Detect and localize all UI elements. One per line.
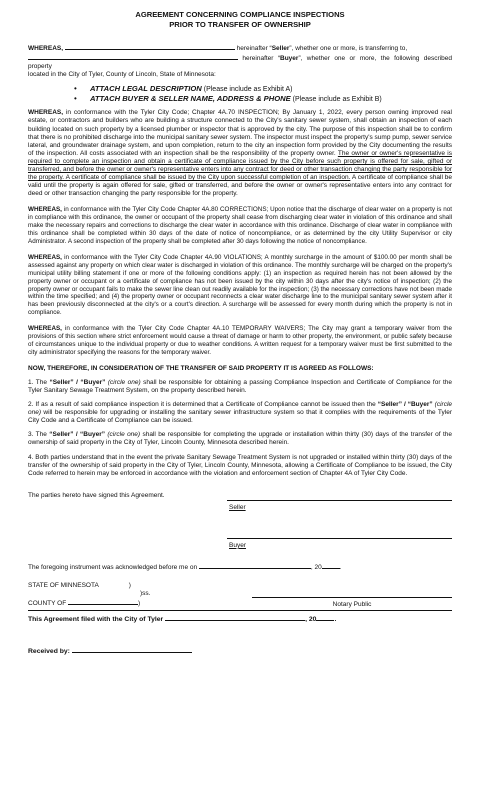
filed-year-blank[interactable] bbox=[316, 614, 334, 621]
document-title-line-2: PRIOR TO TRANSFER OF OWNERSHIP bbox=[169, 19, 311, 29]
whereas-label: WHEREAS, bbox=[28, 45, 64, 52]
buyer-name-blank[interactable] bbox=[28, 53, 238, 60]
agreement-item-2: 2. If as a result of said compliance inspection it is determined that a Certificate of Compliance cannot be issued then the “Seller” / “Buyer” (circle one) will be responsible for upgrading or installing the sanitary sewer infrastructure system so that it complies with the requirements of the Tyler City Code and a Certificate of Compliance can be issued. bbox=[28, 401, 453, 425]
document-title-line-1: AGREEMENT CONCERNING COMPLIANCE INSPECTIONS bbox=[135, 10, 345, 19]
received-by-blank[interactable] bbox=[72, 646, 192, 653]
exhibit-list bbox=[28, 84, 452, 104]
received-by-line: Received by: bbox=[28, 646, 452, 657]
agreement-item-4: 4. Both parties understand that in the event the private Sanitary Sewage Treatment System is not upgraded or installed within thirty (30) days of the transfer of the ownership of said property in the City of Tyler, Lincoln County, Minnesota, allowing a Certificate of Compliance to be issued, the City Code referred to herein may be enforced in accordance with the violation and enforcement section of Chapter 4A of Tyler City Code. bbox=[28, 453, 452, 477]
county-blank[interactable] bbox=[68, 598, 138, 605]
buyer-signature-label: Buyer bbox=[229, 541, 246, 549]
acknowledgment-date-blank[interactable] bbox=[199, 562, 311, 569]
seller-option[interactable]: “Seller” bbox=[377, 401, 402, 409]
venue-section bbox=[28, 582, 452, 608]
seller-signature-line[interactable] bbox=[227, 488, 452, 501]
acknowledgment-year-blank[interactable] bbox=[322, 562, 340, 569]
notary-signature-line[interactable] bbox=[252, 596, 452, 598]
agreement-item-1: 1. The “Seller” / “Buyer” (circle one) shall be responsible for obtaining a passing Compliance Inspection and Certificate of Compliance for the Tyler Sanitary Sewage Treatment System, on the property described herein. bbox=[28, 378, 452, 394]
county-of-label: COUNTY OF bbox=[28, 600, 67, 608]
parties-signed-statement: The parties hereto have signed this Agreement. bbox=[28, 491, 165, 499]
seller-term: Seller bbox=[271, 45, 290, 52]
inspection-paragraph: WHEREAS, in conformance with the Tyler City Code; Chapter 4A.70 INSPECTION; By January 1, 2022, every person owning improved real estate, or contractors and builders who are building a structure connected to the City's sanitary sewer system, shall obtain an inspection of each building located on such property by a licensed plumber or inspector that is approved by the city. The purpose of this inspection shall be to confirm that there is no prohibited discharge into the municipal sanitary sewer system. The inspector must inspect the property's sump pump, sewer service lateral, and groundwater drainage system, and upon completion, return to the city an inspection form provided by the City documenting the results of the inspection. All costs associated with an inspection shall be the responsibility of the property owner. The owner or owner's representative is required to complete an inspection and obtain a certificate of compliance issued by the City before such property is offered for sale, gifted or transferred, and before the owner or owner's representative enters into any contract for deed or other transaction changing the party responsible for the property. A certificate of compliance shall be issued by the City upon successful completion of an inspection. A certificate of compliance shall be valid until the property is again offered for sale, gifted or transferred, and before the owner or owner's representative enters into any contract for deed or other transaction changing the party responsible for the property. bbox=[28, 109, 452, 198]
notary-block bbox=[252, 596, 452, 608]
buyer-term: Buyer bbox=[280, 55, 299, 63]
property-location: located in the City of Tyler, County of Lincoln, State of Minnesota: bbox=[28, 71, 216, 79]
state-of-label: STATE OF MINNESOTA bbox=[28, 581, 99, 589]
buyer-option[interactable]: “Buyer” bbox=[407, 401, 433, 409]
agreement-heading: NOW, THEREFORE, IN CONSIDERATION OF THE TRANSFER OF SAID PROPERTY IT IS AGREED AS FOLLOWS: bbox=[28, 364, 374, 372]
waivers-paragraph: WHEREAS, in conformance with the Tyler City Code Chapter 4A.10 TEMPORARY WAIVERS; The City may grant a temporary waiver from the provisions of this section where strict enforcement would cause a threat of damage or harm to other property, the environment, or public safety because of circumstances unique to the individual property or due to weather conditions. A written request for a temporary waiver must be first submitted to the city administrator specifying the reasons for the temporary waiver. bbox=[28, 325, 452, 356]
venue-block: STATE OF MINNESOTA ) )ss. COUNTY OF ) bbox=[28, 581, 151, 608]
buyer-option[interactable]: “Buyer” bbox=[80, 378, 106, 386]
filed-date-blank[interactable] bbox=[165, 614, 305, 621]
buyer-signature-line[interactable] bbox=[227, 526, 452, 539]
certificate-requirement-text: The owner or owner's representative is required to complete an inspection and obtain a certificate of compliance issued by the City before such property is offered for sale, gifted or transferred, and before the owner or owner's representative enters into any contract for deed or other transaction changing the party responsible for the property. A certificate of compliance shall be issued by the City upon successful completion of an inspection. bbox=[28, 149, 452, 182]
seller-option[interactable]: “Seller” bbox=[49, 431, 74, 439]
notary-public-label: Notary Public bbox=[332, 600, 372, 608]
signature-blocks bbox=[227, 488, 452, 550]
corrections-paragraph: WHEREAS, in conformance with the Tyler City Code Chapter 4A.80 CORRECTIONS; Upon notice that the discharge of clear water on a property is not in compliance with this ordinance, the owner or occupant of the property shall cease from discharging clear water in violation of this ordinance and shall make the necessary repairs and corrections to discharge the clear water in accordance with this ordinance. Discharge of clear water in compliance with this ordinance shall be completed within 30 days of the date of notice of noncompliance, or as determined by the city Utility Supervisor or city Administrator. A second inspection of the property shall be completed after 30 days following the notice of noncompliance. bbox=[28, 206, 452, 246]
buyer-option[interactable]: “Buyer” bbox=[80, 431, 105, 439]
violations-paragraph: WHEREAS, in conformance with the Tyler City Code Chapter 4A.90 VIOLATIONS; A monthly surcharge in the amount of $100.00 per month shall be assessed against any property on which clear water is discharged in violation of this ordinance. The monthly surcharge will be charged on the property's municipal utility billing statement if one or more of the following conditions apply: (1) an inspection as required herein has not been allowed by the property owner or occupant or a certificate of compliance has not been issued by the city within 30 days after the city's notice of inspection; (2) the property owner or occupant fails to make the sewer line clean out readily available for the inspection; (3) the necessary corrections have not been made within the time specified; and (4) the property owner or occupant reconnects a clear water discharge line to the municipal sanitary sewer system after it has been previously disconnected at the city's or a court's direction. A surcharge will be assessed for every month during which the property is not in compliance. bbox=[28, 253, 452, 317]
seller-name-blank[interactable] bbox=[65, 43, 235, 50]
section-divider bbox=[28, 610, 452, 611]
whereas-parties-paragraph: WHEREAS, hereinafter “Seller”, whether one or more, is transferring to, hereinafter “Buyer”, whether one or more, the following described property located in the City of Tyler, County of Lincoln, State of Minnesota: bbox=[28, 45, 452, 79]
exhibit-a-item: • ATTACH LEGAL DESCRIPTION (Please include as Exhibit A) bbox=[90, 84, 452, 94]
acknowledgment-line: The foregoing instrument was acknowledged before me on , 20 . bbox=[28, 563, 342, 571]
exhibit-b-item: • ATTACH BUYER & SELLER NAME, ADDRESS & PHONE (Please include as Exhibit B) bbox=[90, 94, 452, 104]
signature-section bbox=[28, 488, 452, 550]
agreement-item-3: 3. The “Seller” / “Buyer” (circle one) shall be responsible for completing the upgrade or installation within thirty (30) days of the transfer of the ownership of said property in the City of Tyler, Lincoln County, Minnesota described herein. bbox=[28, 431, 452, 447]
filed-line: This Agreement filed with the City of Tyler , 20 . bbox=[28, 616, 337, 624]
seller-signature-label: Seller bbox=[229, 503, 246, 511]
seller-option[interactable]: “Seller” bbox=[49, 378, 74, 386]
